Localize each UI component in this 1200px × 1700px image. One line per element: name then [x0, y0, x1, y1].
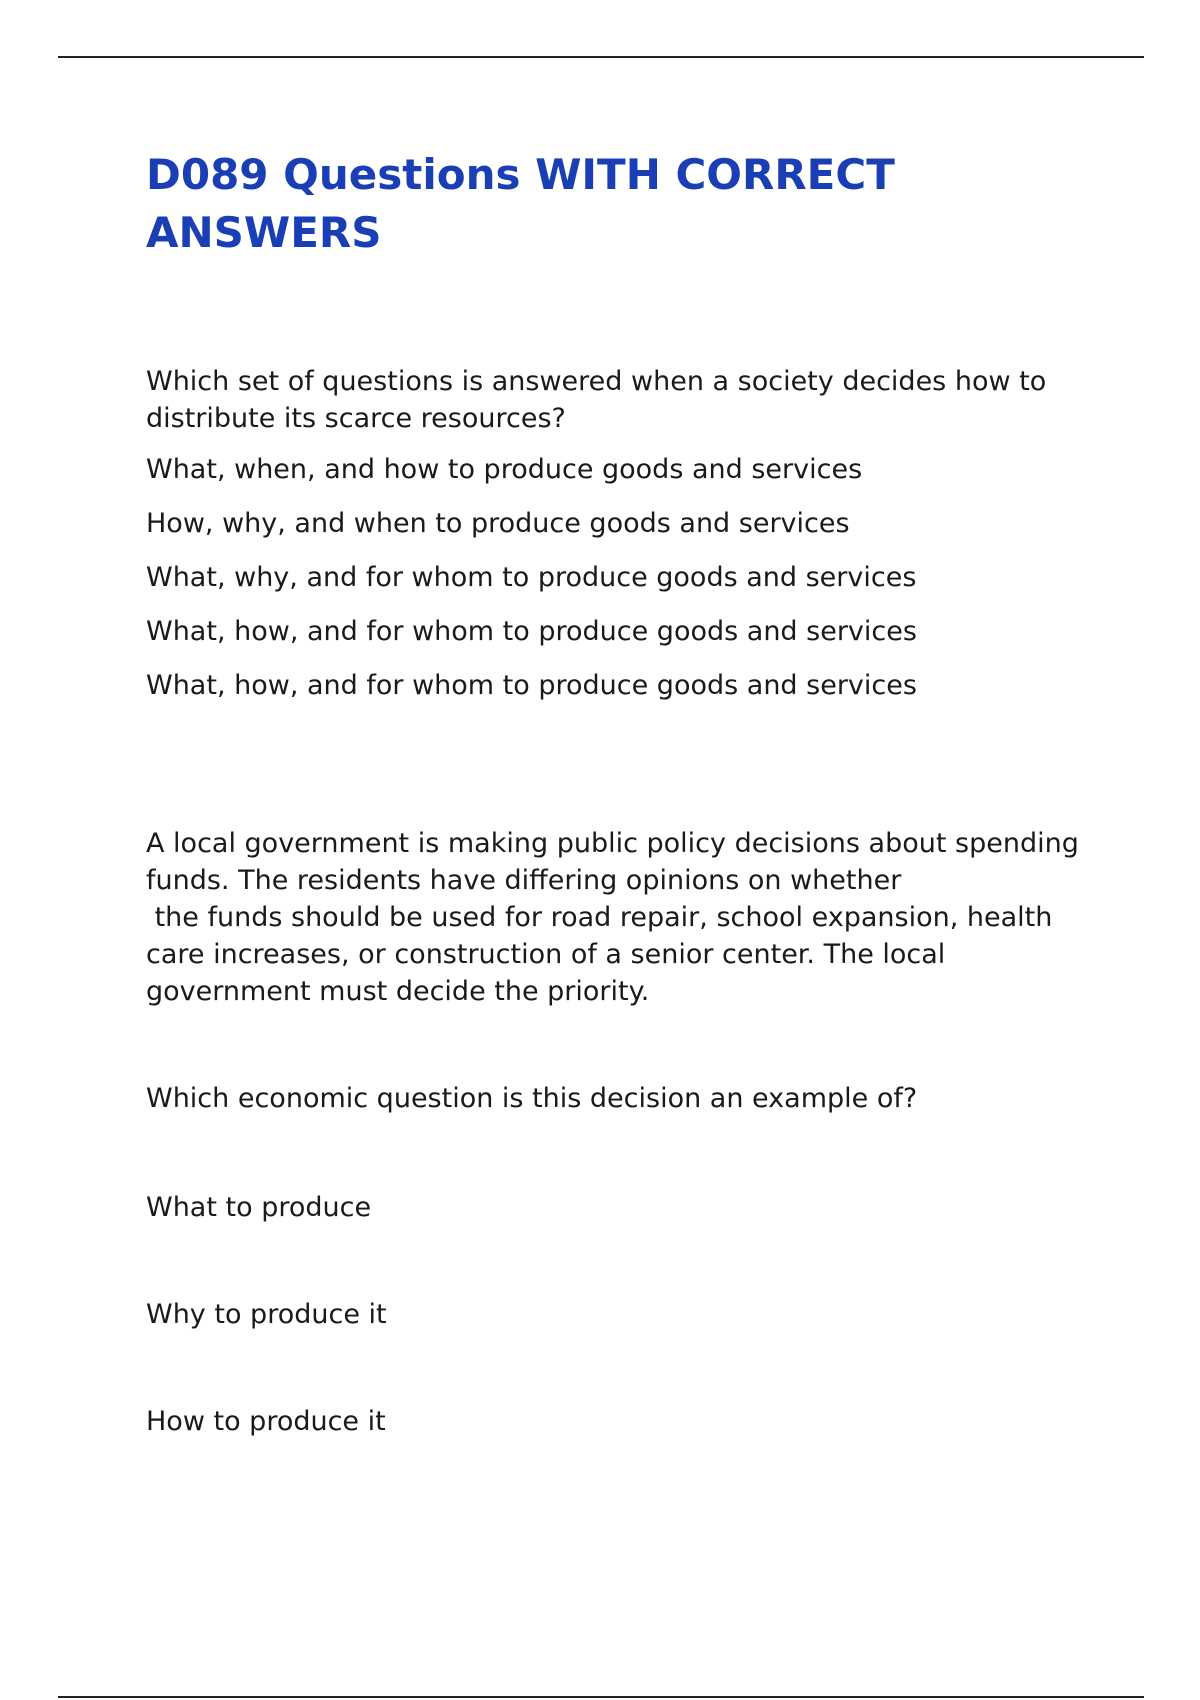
question-2-option-b: Why to produce it — [146, 1299, 387, 1330]
question-1-options — [146, 451, 1086, 704]
document-body — [146, 146, 1086, 1510]
question-1-option-a: What, when, and how to produce goods and services — [146, 454, 863, 485]
question-2-option-c: How to produce it — [146, 1406, 386, 1437]
question-1 — [146, 363, 1086, 704]
question-1-option-c: What, why, and for whom to produce goods and services — [146, 562, 917, 593]
question-1-option-d: What, how, and for whom to produce goods and services — [146, 616, 917, 647]
question-2-prompt: Which economic question is this decision an example of? — [146, 1083, 918, 1114]
question-2-scenario: A local government is making public policy decisions about spending funds. The residents have differing opinions on whether the funds should be used for road repair, school expansion, health care increases, or construction of a senior center. The local government must decide the priority. — [146, 828, 1079, 1007]
question-2 — [146, 825, 1086, 1440]
top-rule — [58, 56, 1144, 58]
question-1-option-b: How, why, and when to produce goods and services — [146, 508, 850, 539]
bottom-rule — [58, 1696, 1144, 1698]
question-1-text: Which set of questions is answered when a society decides how to distribute its scarce resources? — [146, 366, 1055, 434]
question-1-answer: What, how, and for whom to produce goods and services — [146, 670, 917, 701]
question-2-options — [146, 1189, 1086, 1440]
question-2-option-a: What to produce — [146, 1192, 372, 1223]
document-title: D089 Questions WITH CORRECT ANSWERS — [146, 150, 895, 257]
